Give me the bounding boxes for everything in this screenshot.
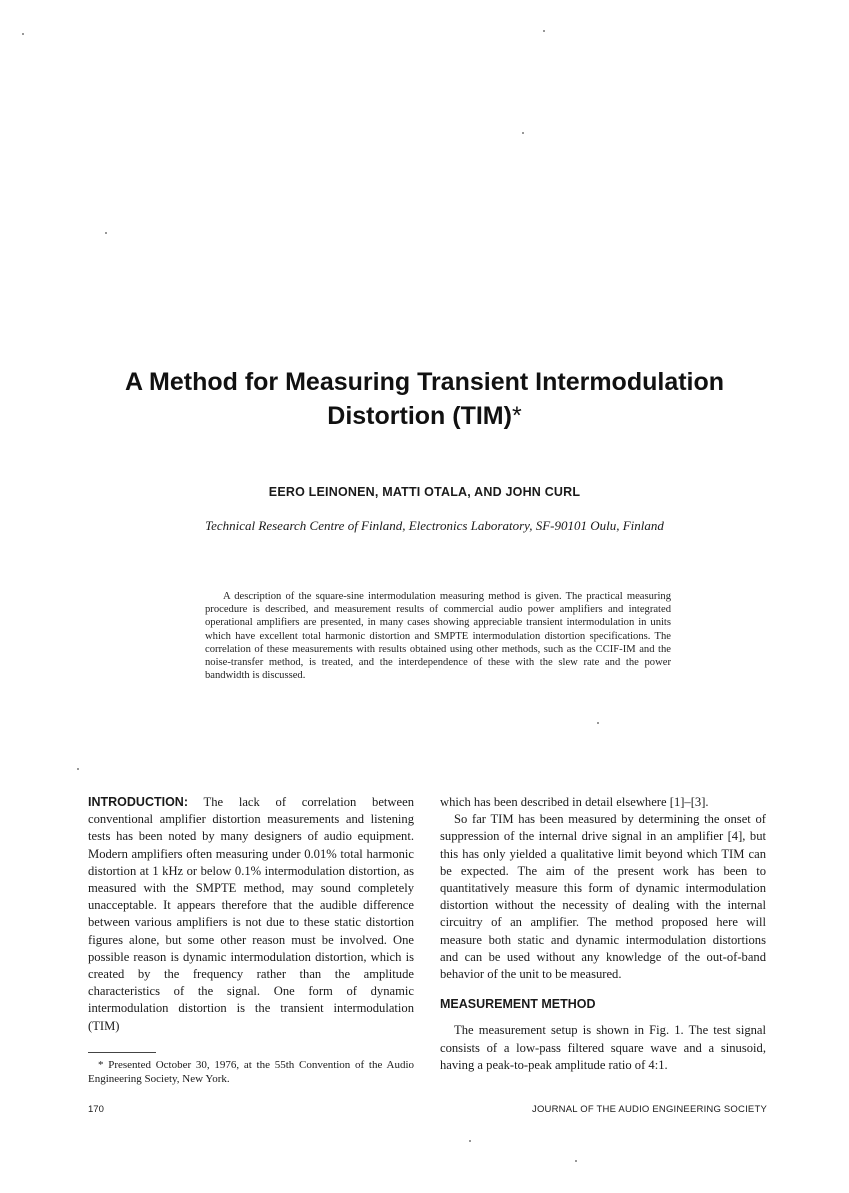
scan-speck	[77, 768, 79, 770]
scan-speck	[543, 30, 545, 32]
title-line-2-text: Distortion (TIM)	[327, 402, 512, 430]
introduction-text: The lack of correlation between conventional amplifier distortion measurements and listening tests has been noted by many designers of audio equipment. Modern amplifiers often measuring under 0.01% total harmonic distortion at 1 kHz or below 0.1% intermodulation distortion, as measured with the SMPTE method, may sound completely unacceptable. It appears therefore that the audible difference between various amplifiers is not due to these static distortion figures alone, but some other reason must be involved. One possible reason is dynamic intermodulation distortion, which is created by the frequency rather than the amplitude characteristics of the signal. One form of dynamic intermodulation distortion is the transient intermodulation (TIM)	[88, 795, 414, 1033]
title-line-1: A Method for Measuring Transient Intermodulation	[124, 368, 725, 396]
footnote-divider	[88, 1052, 156, 1053]
paper-title	[60, 365, 789, 433]
affiliation: Technical Research Centre of Finland, Electronics Laboratory, SF-90101 Oulu, Finland	[205, 518, 664, 533]
right-paragraph-1: which has been described in detail elsewhere [1]–[3].	[440, 795, 709, 809]
scan-speck	[522, 132, 524, 134]
abstract: A description of the square-sine intermodulation measuring method is given. The practical measuring procedure is described, and measurement results of commercial audio power amplifiers and integrated operational amplifiers are presented, in many cases showing appreciable transient intermodulation in units which have excellent total harmonic distortion and SMPTE intermodulation distortion specifications. The correlation of these measurements with results obtained using other methods, such as the CCIF-IM and the noise-transfer method, is treated, and the interdependence of these with the slew rate and the power bandwidth is discussed.	[205, 591, 671, 682]
scan-speck	[105, 232, 107, 234]
introduction-heading: INTRODUCTION:	[88, 795, 188, 809]
right-paragraph-3: The measurement setup is shown in Fig. 1. The test signal consists of a low-pass filtered square wave and a sinusoid, having a peak-to-peak amplitude ratio of 4:1.	[440, 1023, 766, 1072]
right-column	[440, 794, 766, 1074]
left-column	[88, 794, 414, 1035]
authors: EERO LEINONEN, MATTI OTALA, AND JOHN CURL	[268, 485, 581, 499]
title-asterisk: *	[511, 402, 522, 430]
right-paragraph-2: So far TIM has been measured by determining the onset of suppression of the internal drive signal in an amplifier [4], but this has only yielded a qualitative limit beyond which TIM can be expected. The aim of the present work has been to quantitatively measure this form of dynamic intermodulation distortion without the necessity of dealing with the internal circuitry of an amplifier. The method proposed here will measure both static and dynamic intermodulation distortions and can be used without any knowledge of the out-of-band behavior of the unit to be measured.	[440, 812, 766, 982]
section-heading: MEASUREMENT METHOD	[440, 997, 596, 1012]
introduction-paragraph	[88, 794, 414, 1035]
scan-speck	[22, 33, 24, 35]
page-number: 170	[88, 1104, 104, 1115]
title-line-2	[60, 399, 789, 433]
journal-name: JOURNAL OF THE AUDIO ENGINEERING SOCIETY	[532, 1104, 767, 1115]
scan-speck	[597, 722, 599, 724]
scan-speck	[575, 1160, 577, 1162]
footnote: * Presented October 30, 1976, at the 55th Convention of the Audio Engineering Society, New York.	[88, 1059, 414, 1085]
scan-speck	[469, 1140, 471, 1142]
